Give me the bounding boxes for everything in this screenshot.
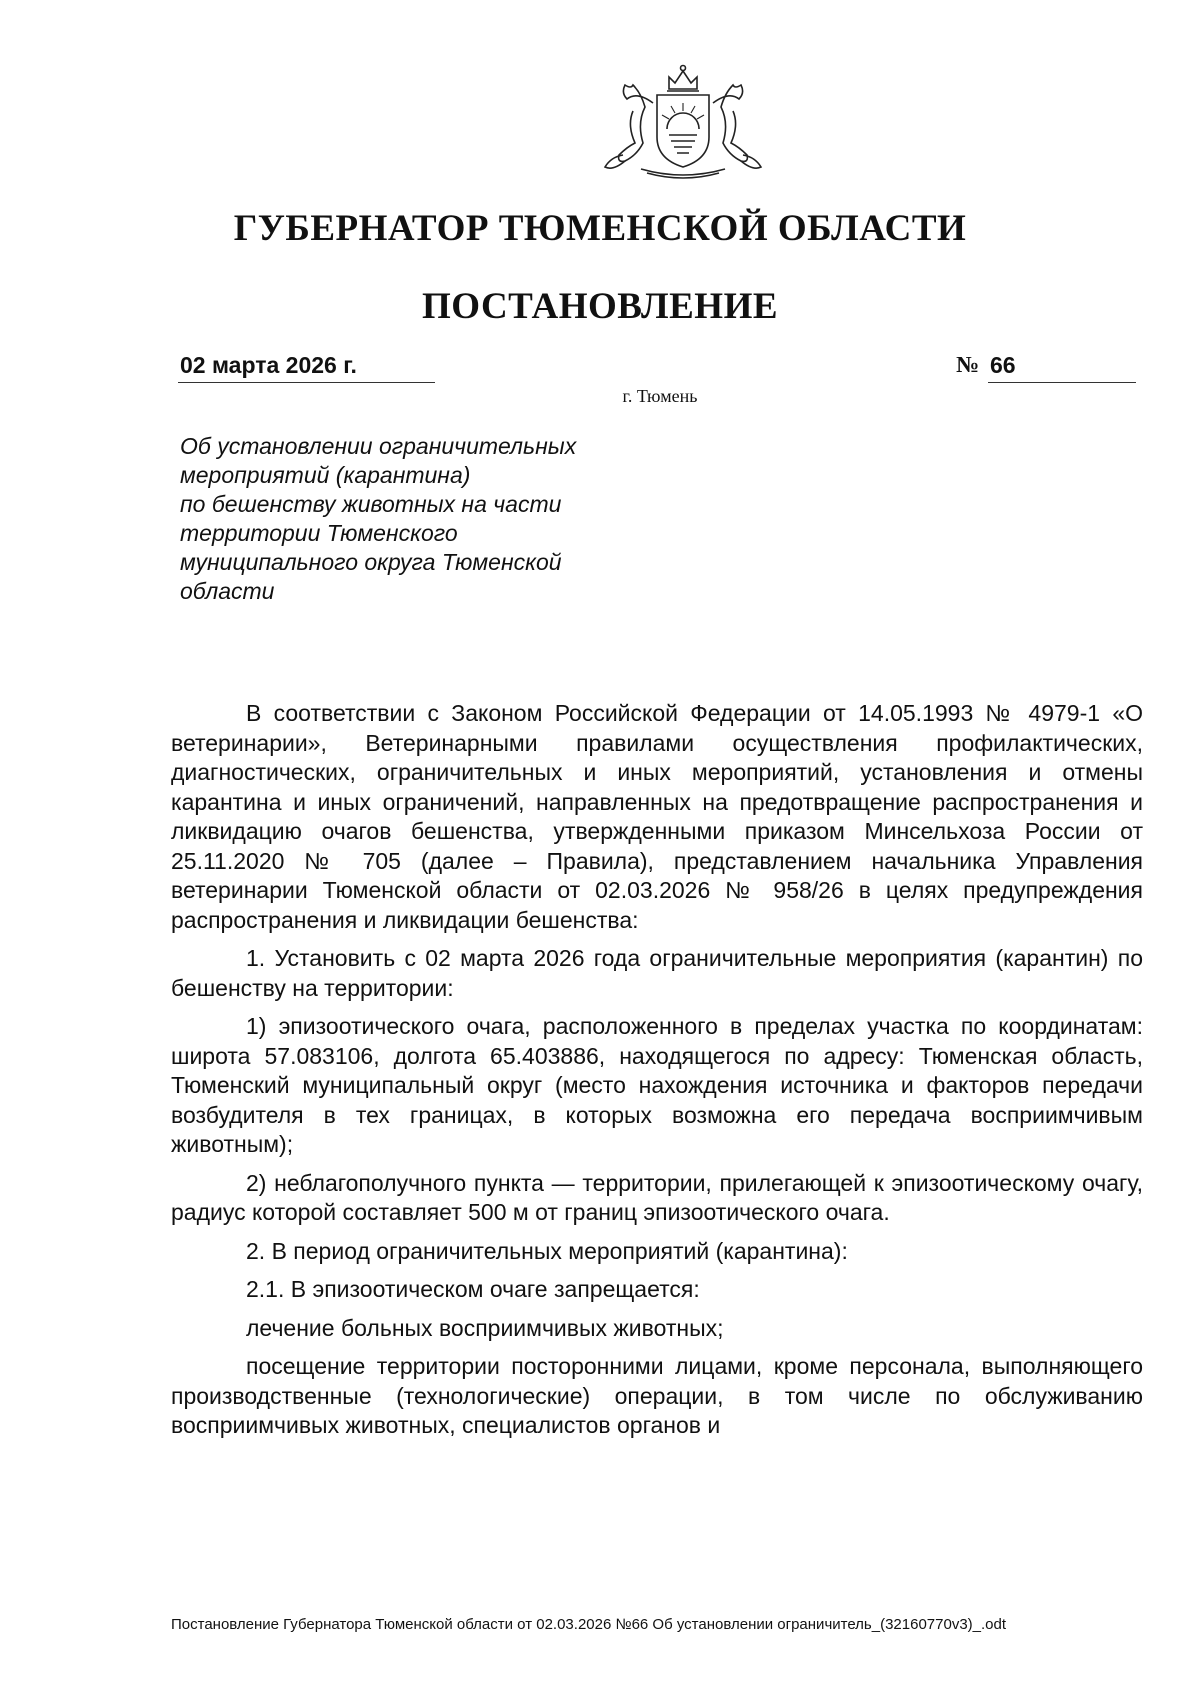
paragraph-prohibition-2: посещение территории посторонними лицами, кроме персонала, выполняющего производственные (технологические) операции, в том числе по обслуживанию восприимчивых животных, специалистов органов и: [171, 1353, 1143, 1438]
paragraph-subitem-1: 1) эпизоотического очага, расположенного в пределах участка по координатам: широта 57.083106, долгота 65.403886, находящегося по адресу: Тюменская область, Тюменский муниципальный округ (место нахождения источника и факторов передачи возбудителя в тех границах, в которых возможна его передача восприимчивым животным);: [171, 1013, 1143, 1157]
paragraph-item-1: 1. Установить с 02 марта 2026 года ограничительные мероприятия (карантин) по бешенству на территории:: [171, 945, 1143, 1001]
paragraph-subitem-2: 2) неблагополучного пункта — территории, прилегающей к эпизоотическому очагу, радиус которой составляет 500 м от границ эпизоотического очага.: [171, 1169, 1143, 1225]
document-body: [171, 699, 1143, 1450]
coat-of-arms-emblem: [597, 63, 769, 183]
paragraph-preamble: В соответствии с Законом Российской Федерации от 14.05.1993 № 4979-1 «О ветеринарии», Ветеринарными правилами осуществления профилактических, диагностических, ограничительных и иных мероприятий, установления и отмены карантина и иных ограничений, направленных на предотвращение распространения и ликвидацию очагов бешенства, утвержденными приказом Минсельхоза России от 25.11.2020 № 705 (далее – Правила), представлением начальника Управления ветеринарии Тюменской области от 02.03.2026 № 958/26 в целях предупреждения распространения и ликвидации бешенства:: [171, 700, 1143, 933]
document-number: 66: [988, 352, 1136, 383]
city-label: г. Тюмень: [622, 386, 698, 406]
document-type-title: ПОСТАНОВЛЕНИЕ: [421, 286, 779, 327]
paragraph-prohibition-1: лечение больных восприимчивых животных;: [246, 1314, 724, 1341]
paragraph-item-2: 2. В период ограничительных мероприятий (карантина):: [246, 1237, 848, 1264]
document-date: 02 марта 2026 г.: [178, 352, 435, 383]
paragraph-item-2-1: 2.1. В эпизоотическом очаге запрещается:: [246, 1276, 700, 1302]
number-sign: №: [956, 352, 980, 377]
organization-title: ГУБЕРНАТОР ТЮМЕНСКОЙ ОБЛАСТИ: [233, 208, 967, 249]
page-footer-filename: Постановление Губернатора Тюменской области от 02.03.2026 №66 Об установлении ограничитель_(32160770v3)_.odt: [171, 1616, 1007, 1633]
document-subject: Об установлении ограничительных мероприятий (карантина) по бешенству животных на части территории Тюменского муниципального округа Тюменской области: [180, 433, 577, 604]
